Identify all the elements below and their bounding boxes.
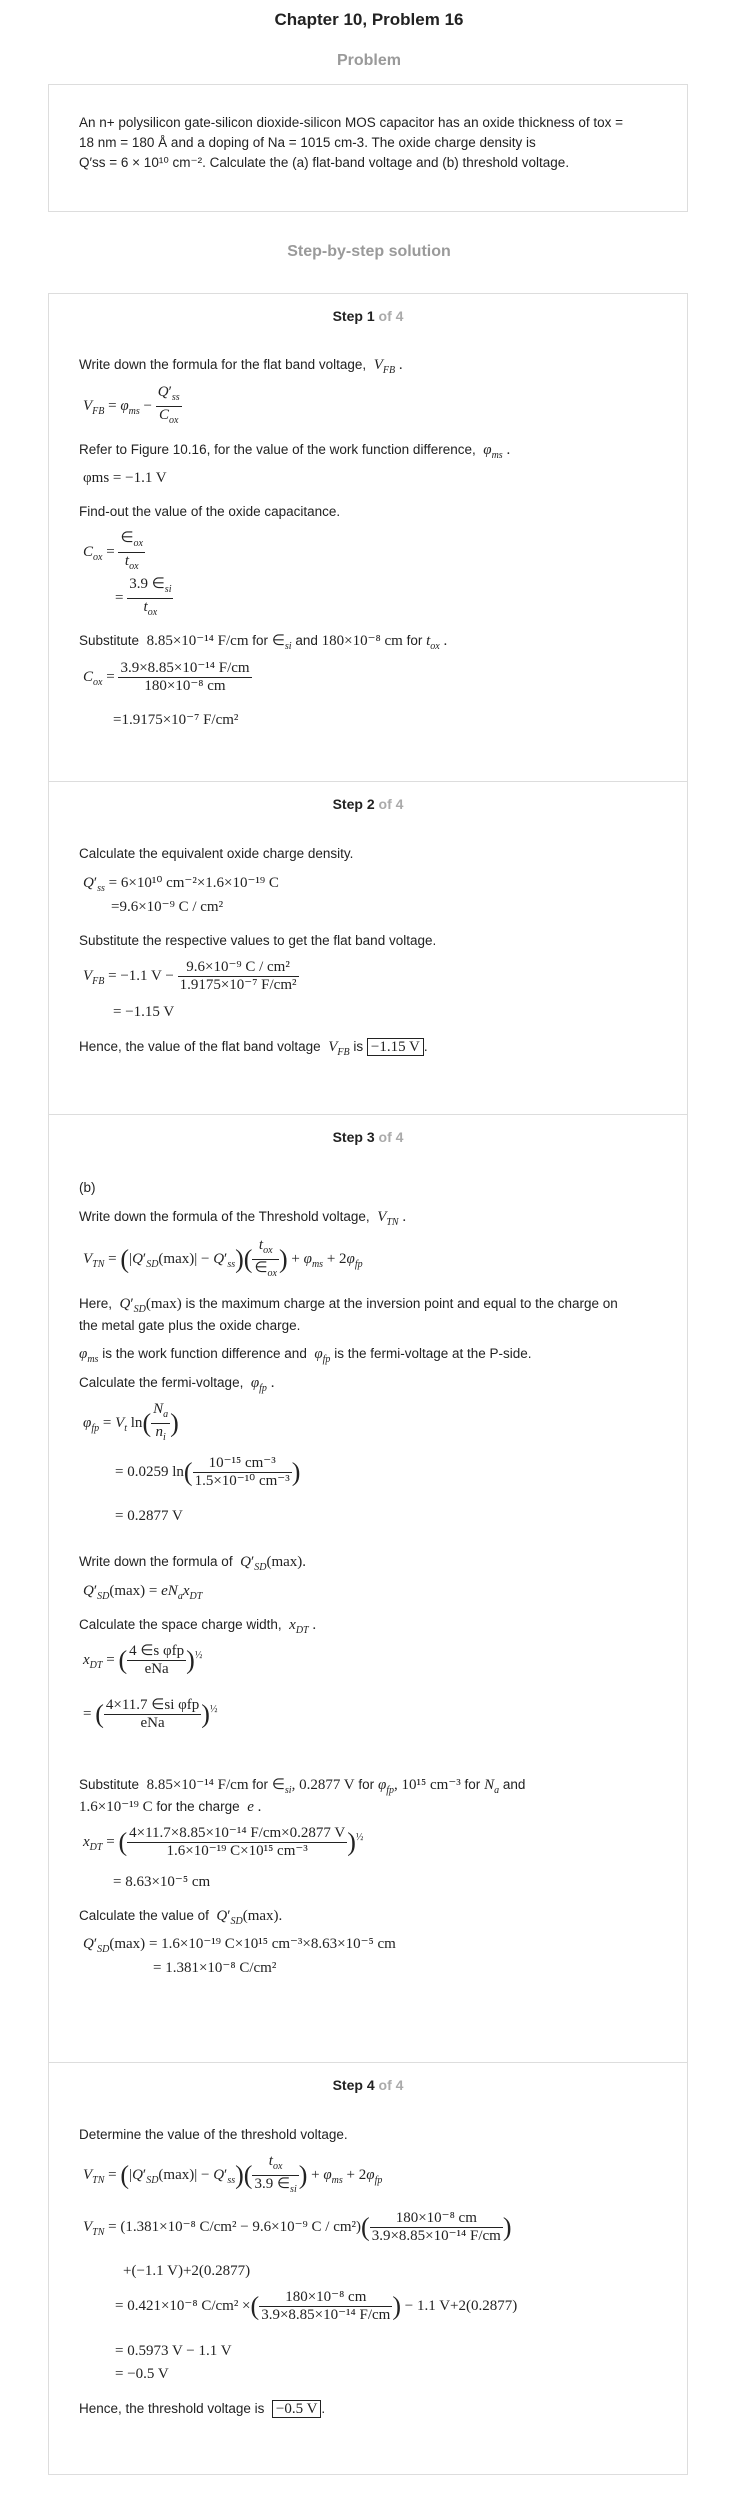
qsd-substitute: $Q'_{SD}(\max) = 1.6\times 10^{-19}$ C×10¹⁵ cm⁻³×8.63×10⁻⁵ cm [83, 1936, 396, 1955]
vtn-line-2: +(−1.1 V)+2(0.2877) [123, 2263, 251, 2279]
step-4 [48, 2062, 688, 2475]
step-2-text: Substitute the respective values to get the flat band voltage. [79, 933, 437, 948]
step-2-text: Calculate the equivalent oxide charge density. [79, 846, 354, 861]
fermi-substitute: = 0.0259 ln( $\frac{\text{10⁻¹⁵ cm⁻³}}{\text{1.5×10⁻¹⁰ cm⁻³}}$ ) [115, 1455, 301, 1489]
step-3-text: Calculate the space charge width, $x_{DT}$ . [79, 1617, 317, 1636]
step-1-text: Substitute 8.85×10⁻¹⁴ F/cm for $\in_{si}$ and 180×10⁻⁸ cm for $t_{ox}$ . [79, 633, 448, 652]
problem-box [48, 84, 688, 212]
xdt-formula-2: = ( $\frac{\text{4×11.7 ∈si φfp}}{\text{eNa}}$ )$^{\frac{1}{2}}$ [83, 1697, 218, 1731]
step-3-text: Write down the formula of the Threshold voltage, $V_{TN}$ . [79, 1209, 407, 1228]
problem-line-1: An n+ polysilicon gate-silicon dioxide-silicon MOS capacitor has an oxide thickness of tox = [79, 115, 624, 130]
vfb-result: = −1.15 V [113, 1004, 175, 1020]
step-3-text: Here, $Q'_{SD}(\max)$ is the maximum charge at the inversion point and equal to the charge on [79, 1296, 618, 1315]
step-1-heading: Step 1 of 4 [332, 308, 404, 324]
step-4-answer-line: Hence, the threshold voltage is −0.5 V . [79, 2401, 326, 2417]
vtn-formula: $V_{TN} = (|Q'_{SD}(\max)| - Q'_{ss})$( $\frac{t_{ox}}{\in_{ox}}$ ) + $\varphi_{ms} + 2\varphi_{fp}$ [83, 1237, 363, 1279]
step-2 [48, 781, 688, 1114]
cox-result: =1.9175×10⁻⁷ F/cm² [113, 712, 239, 728]
step-3-text: Calculate the value of $Q'_{SD}(\max)$. [79, 1908, 283, 1927]
qsd-result: = 1.381×10⁻⁸ C/cm² [153, 1960, 277, 1976]
vfb-formula: $V_{FB} = \varphi_{ms}$ − $\frac{Q'_{ss}}{C_{ox}}$ [83, 384, 180, 426]
threshold-answer: −0.5 V [272, 2400, 322, 2418]
xdt-substitute: $x_{DT}$ = ( $\frac{\text{4×11.7×8.85×10⁻¹⁴ F/cm×0.2877 V}}{\text{1.6×10⁻¹⁹ C×10¹⁵ cm⁻³}}$ )$^{\frac{1}{2}}$ [83, 1825, 364, 1859]
step-4-heading: Step 4 of 4 [332, 2077, 404, 2093]
step-3-text: Calculate the fermi-voltage, $\varphi_{fp}$ . [79, 1375, 275, 1394]
step-1 [48, 293, 688, 781]
cox-formula: $C_{ox}$ = $\frac{\in_{ox}}{t_{ox}}$ [83, 530, 143, 572]
step-2-answer-line: Hence, the value of the flat band voltage $V_{FB}$ is −1.15 V . [79, 1039, 428, 1058]
vtn-line-4: = 0.5973 V − 1.1 V [115, 2343, 232, 2359]
step-1-text: Write down the formula for the flat band voltage, $V_{FB}$ . [79, 357, 403, 376]
step-4-text: Determine the value of the threshold voltage. [79, 2127, 348, 2142]
step-2-heading: Step 2 of 4 [332, 796, 404, 812]
step-3-heading: Step 3 of 4 [332, 1129, 404, 1145]
page-title: Chapter 10, Problem 16 [274, 10, 464, 29]
vtn-line-3: = 0.421×10⁻⁸ C/cm² ×( $\frac{\text{180×10⁻⁸ cm}}{\text{3.9×8.85×10⁻¹⁴ F/cm}}$ ) − 1.1 V+2(0.2877) [115, 2289, 518, 2323]
solution-heading: Step-by-step solution [287, 243, 451, 260]
vtn-line-1: $V_{TN} = (1.381\times 10^{-8}$ C/cm² − 9.6×10⁻⁹ C / cm²)( $\frac{\text{180×10⁻⁸ cm}}{\text{3.9×8.85×10⁻¹⁴ F/cm}}$ ) [83, 2210, 512, 2244]
step-1-text: Refer to Figure 10.16, for the value of the work function difference, $\varphi_{ms}$ . [79, 442, 511, 461]
step-3-text: Substitute 8.85×10⁻¹⁴ F/cm for $\in_{si}$, 0.2877 V for $\varphi_{fp}$, 10¹⁵ cm⁻³ for $N_a$ and [79, 1777, 526, 1796]
step-3-part: (b) [79, 1180, 96, 1195]
problem-line-3: Q′ss = 6 × 10¹⁰ cm⁻². Calculate the (a) flat-band voltage and (b) threshold voltage. [79, 155, 570, 170]
qsd-formula: $Q'_{SD}(\max) = eN_ax_{DT}$ [83, 1583, 203, 1602]
xdt-result: = 8.63×10⁻⁵ cm [113, 1874, 211, 1890]
cox-formula-2: = $\frac{3.9 \in_{si}}{t_{ox}}$ [115, 576, 172, 618]
qss-line-1: $Q'_{ss} = 6\times 10^{10}$ cm⁻²×1.6×10⁻¹⁹ C [83, 875, 279, 894]
cox-substitute: $C_{ox}$ = $\frac{\text{3.9×8.85×10⁻¹⁴ F/cm}}{\text{180×10⁻⁸ cm}}$ [83, 660, 250, 694]
step-3-text: Write down the formula of $Q'_{SD}(\max)$. [79, 1554, 307, 1573]
step-3 [48, 1114, 688, 2062]
step-1-text: Find-out the value of the oxide capacitance. [79, 504, 341, 519]
problem-heading: Problem [336, 52, 401, 69]
step-3-text: 1.6×10⁻¹⁹ C for the charge e . [79, 1799, 262, 1815]
fermi-formula: $\varphi_{fp} = V_t$ ln( $\frac{N_a}{n_i}$ ) [83, 1401, 179, 1443]
phi-ms-value: φms = −1.1 V [83, 470, 167, 486]
vtn-line-5: = −0.5 V [115, 2366, 169, 2382]
xdt-formula: $x_{DT}$ = ( $\frac{\text{4 ∈s φfp}}{\text{eNa}}$ )$^{\frac{1}{2}}$ [83, 1643, 203, 1677]
flat-band-answer: −1.15 V [367, 1038, 424, 1056]
step-3-text: $\varphi_{ms}$ is the work function difference and $\varphi_{fp}$ is the fermi-voltage at the P-side. [79, 1346, 532, 1365]
problem-line-2: 18 nm = 180 Å and a doping of Na = 1015 cm-3. The oxide charge density is [79, 135, 536, 150]
step-3-text: the metal gate plus the oxide charge. [79, 1318, 301, 1333]
qss-line-2: =9.6×10⁻⁹ C / cm² [111, 899, 224, 915]
vfb-substitute: $V_{FB} = -1.1$ V − $\frac{\text{9.6×10⁻⁹ C / cm²}}{\text{1.9175×10⁻⁷ F/cm²}}$ [83, 959, 297, 993]
fermi-result: = 0.2877 V [115, 1508, 183, 1524]
vtn-formula-2: $V_{TN} = (|Q'_{SD}(\max)| - Q'_{ss})$( $\frac{t_{ox}}{3.9 \in_{si}}$ ) + $\varphi_{ms} + 2\varphi_{fp}$ [83, 2153, 383, 2195]
